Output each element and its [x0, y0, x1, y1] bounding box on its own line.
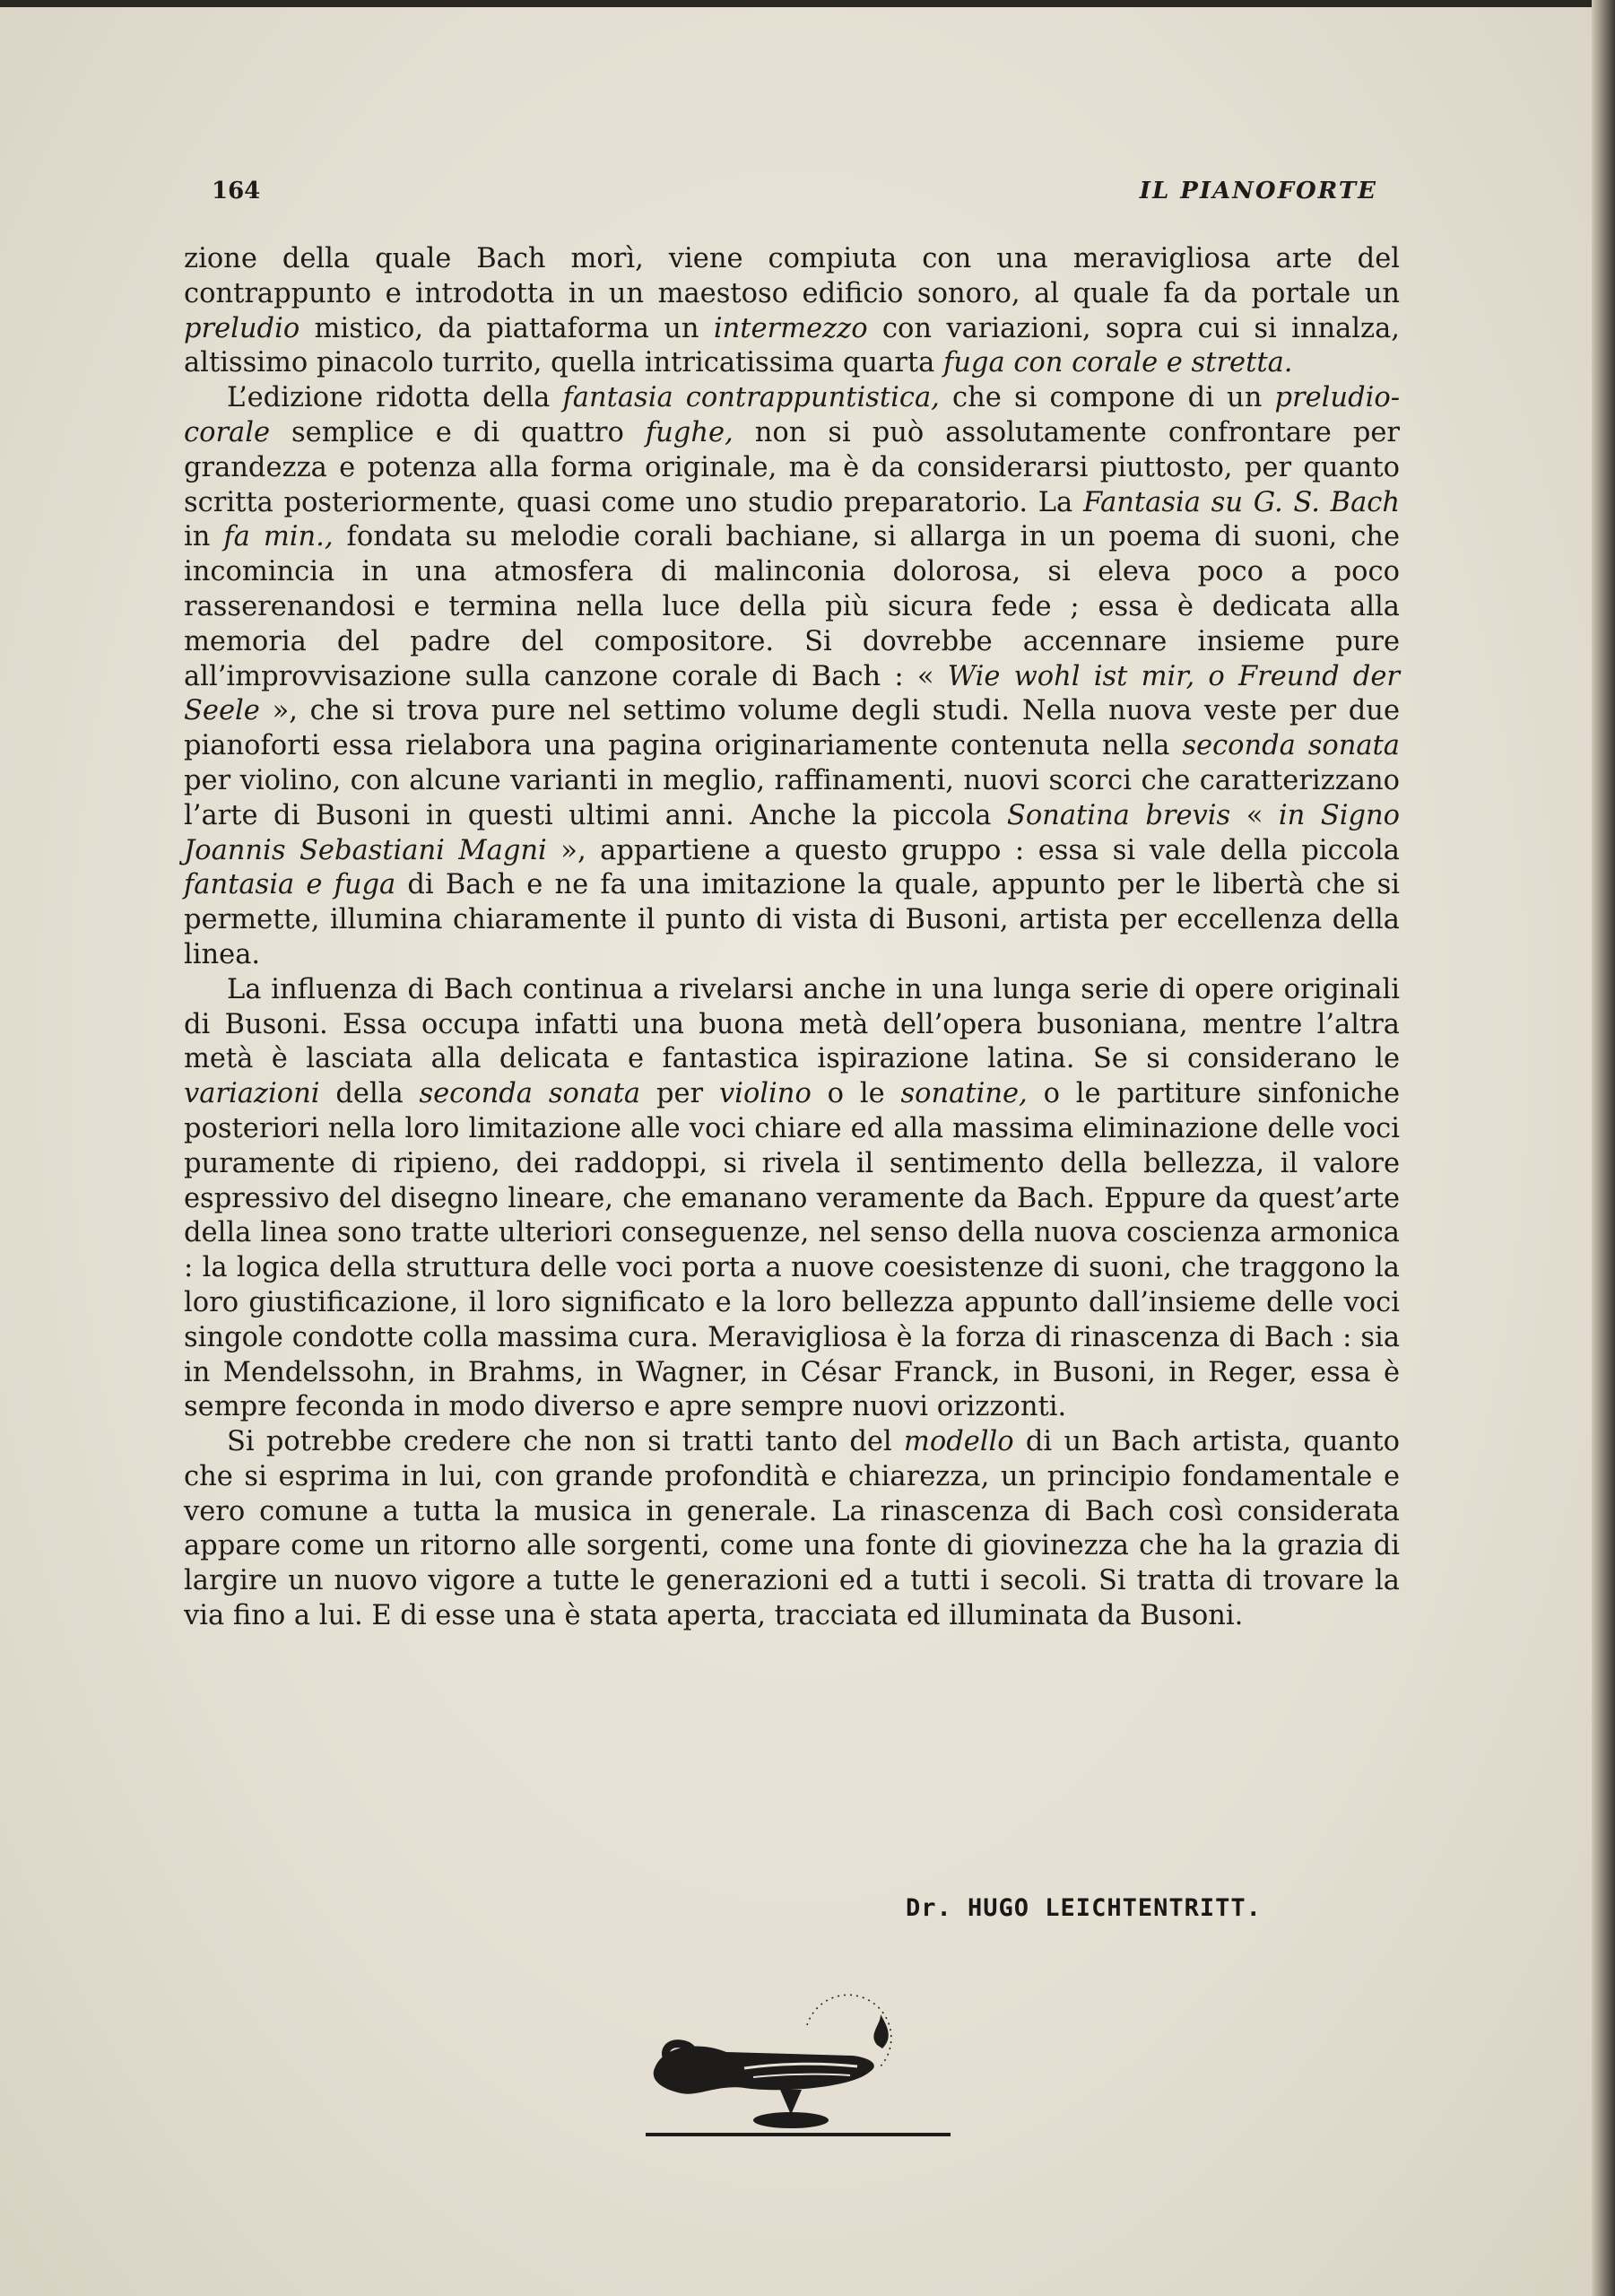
text-run: per violino, con alcune varianti in meglio, raffinamenti, nuovi scorci che caratterizzano l’arte di Busoni in questi ultimi anni. Anche la piccola: [184, 764, 1400, 831]
page-number: 164: [212, 178, 261, 204]
italic-text: fa min.,: [223, 521, 334, 553]
italic-text: Sonatina brevis: [1006, 799, 1231, 831]
italic-text: fuga con corale e stretta.: [942, 347, 1293, 379]
paragraph: [184, 242, 1400, 381]
text-run: di un Bach artista, quanto che si esprima in lui, con grande profondità e chiarezza, un principio fondamentale e vero comune a tutta la musica in generale. La rinascenza di Bach così considerata appare come un ritorno alle sorgenti, come una fonte di giovinezza che ha la grazia di largire un nuovo vigore a tutte le generazioni ed a tutti i secoli. Si tratta di trovare la via fino a lui. E di esse una è stata aperta, tracciata ed illuminata da Busoni.: [184, 1426, 1400, 1632]
italic-text: modello: [903, 1426, 1014, 1458]
text-run: semplice e di quattro: [270, 416, 646, 448]
text-run: Si potrebbe credere che non si tratti tanto del: [227, 1426, 904, 1458]
running-title: IL PIANOFORTE: [1139, 178, 1377, 204]
italic-text: in Signo Joannis Sebastiani Magni: [184, 799, 1400, 866]
text-run: con variazioni, sopra cui si innalza, altissimo pinacolo turrito, quella intricatissima quarta: [184, 312, 1400, 379]
article-body: [184, 242, 1400, 1634]
italic-text: Fantasia su G. S. Bach: [1082, 486, 1400, 518]
text-run: in: [184, 521, 224, 553]
oil-lamp-icon: [646, 1962, 951, 2146]
text-run: o le partiture sinfoniche posteriori nella loro limitazione alle voci chiare ed alla massima eliminazione delle voci puramente di ripieno, dei raddoppi, si rivela il sentimento della bellezza, il valore espressivo del disegno lineare, che emanano veramente da Bach. Eppure da quest’arte della linea sono tratte ulteriori conseguenze, nel senso della nuova coscienza armonica : la logica della struttura delle voci porta a nuove coesistenze di suoni, che traggono la loro giustificazione, il loro significato e la loro bellezza appunto dall’insieme delle voci singole condotte colla massima cura. Meravigliosa è la forza di rinascenza di Bach : sia in Mendelssohn, in Brahms, in Wagner, in César Franck, in Busoni, in Reger, essa è sempre feconda in modo diverso e apre sempre nuovi orizzonti.: [184, 1078, 1400, 1423]
text-run: mistico, da piattaforma un: [300, 312, 714, 344]
italic-text: fughe,: [645, 416, 734, 448]
text-run: della: [319, 1078, 420, 1110]
text-run: », appartiene a questo gruppo : essa si vale della piccola: [546, 834, 1400, 866]
italic-text: fantasia e fuga: [184, 869, 396, 901]
text-run: non si può assolutamente confrontare per grandezza e potenza alla forma originale, ma è da considerarsi piuttosto, per quanto scritta posteriormente, quasi come uno studio preparatorio. La: [184, 416, 1400, 518]
italic-text: seconda sonata: [419, 1078, 641, 1110]
text-run: fondata su melodie corali bachiane, si allarga in un poema di suoni, che incomincia in una atmosfera di malinconia dolorosa, si eleva poco a poco rasserenandosi e termina nella luce della più sicura fede ; essa è dedicata alla memoria del padre del compositore. Si dovrebbe accennare insieme pure all’improvvisazione sulla canzone corale di Bach : «: [184, 521, 1401, 692]
text-run: «: [1230, 799, 1279, 831]
book-page: [0, 7, 1596, 2296]
italic-text: preludio: [184, 312, 300, 344]
page-edge-shadow: [1592, 0, 1615, 2296]
text-run: che si compone di un: [939, 382, 1275, 414]
italic-text: seconda sonata: [1182, 730, 1400, 762]
text-run: per: [640, 1078, 719, 1110]
italic-text: Wie wohl ist mir, o Freund der Seele: [184, 660, 1400, 727]
paragraph: [184, 973, 1400, 1425]
italic-text: fantasia contrappuntistica,: [562, 382, 940, 414]
text-run: di Bach e ne fa una imitazione la quale, appunto per le libertà che si permette, illumina chiaramente il punto di vista di Busoni, artista per eccellenza della linea.: [184, 869, 1400, 970]
italic-text: intermezzo: [713, 312, 868, 344]
text-run: », che si trova pure nel settimo volume degli studi. Nella nuova veste per due pianoforti essa rielabora una pagina originariamente contenuta nella: [184, 695, 1400, 762]
page-header: [212, 178, 1377, 208]
text-run: La influenza di Bach continua a rivelarsi anche in una lunga serie di opere originali di Busoni. Essa occupa infatti una buona metà dell’opera busoniana, mentre l’altra metà è lasciata alla delicata e fantastica ispirazione latina. Se si considerano le: [184, 973, 1400, 1075]
text-run: L’edizione ridotta della: [227, 382, 563, 414]
paragraph: [184, 381, 1400, 973]
italic-text: preludio-corale: [184, 382, 1401, 448]
paragraph: [184, 1425, 1400, 1634]
text-run: o le: [811, 1078, 901, 1110]
italic-text: variazioni: [184, 1078, 320, 1110]
italic-text: violino: [718, 1078, 812, 1110]
author-signature: Dr. HUGO LEICHTENTRITT.: [906, 1894, 1262, 1922]
text-run: zione della quale Bach morì, viene compiuta con una meravigliosa arte del contrappunto e introdotta in un maestoso edificio sonoro, al quale fa da portale un: [184, 243, 1400, 309]
italic-text: sonatine,: [900, 1078, 1028, 1110]
